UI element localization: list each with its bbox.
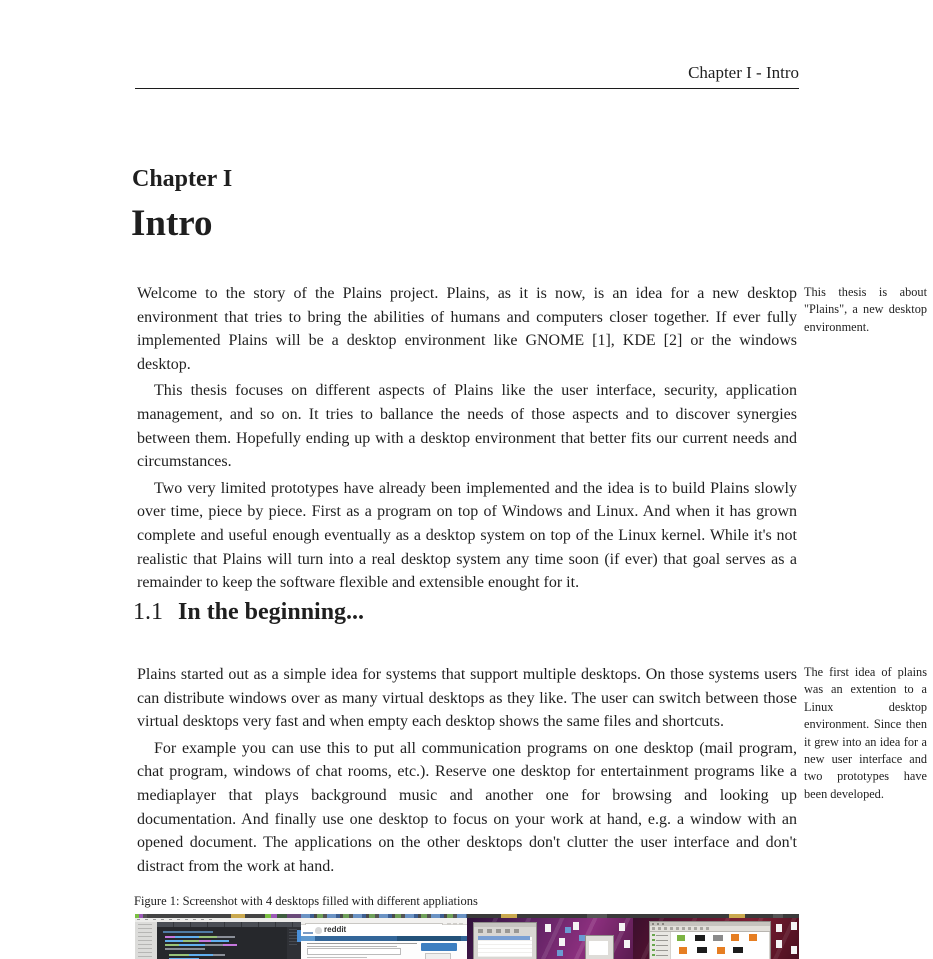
reddit-browser-desktop-thumbnail [301,914,467,959]
section-title: In the beginning... [178,599,365,625]
chapter-title: Intro [131,203,213,244]
paragraph-plains-start: Plains started out as a simple idea for systems that support multiple desktops. On those systems users can distribute windows over as many virtual desktops as they like. The user can switch between those virtual desktops very fast and when empty each desktop shows the same files and shortcuts. [137,666,797,731]
margin-note-first-idea: The first idea of plains was an extention to a Linux desktop environment. Since then it grew into an idea for a new user interface and two prototypes have been developed. [804,665,927,801]
reddit-header [301,925,467,936]
figure-desktops-screenshot [135,914,799,959]
browser-toolbar [301,918,467,925]
figure-caption: Figure 1: Screenshot with 4 desktops filled with different appliations [134,894,478,908]
reddit-alien-icon [315,927,322,934]
purple-desktop-thumbnail [467,914,633,959]
chapter-kicker: Chapter I [132,166,233,192]
maroon-desktop-thumbnail [633,914,799,959]
section-heading [133,599,364,626]
reddit-logo: reddit [324,925,347,934]
margin-note-thesis: This thesis is about "Plains", a new desktop environment. [804,285,927,334]
editor-tabbar [157,922,301,927]
body-column-beginning [137,663,797,881]
code-editor-desktop-thumbnail [135,914,301,959]
paragraph-prototypes: Two very limited prototypes have already been implemented and the idea is to build Plains slowly over time, piece by piece. First as a program on top of Windows and Linux. And when it has grown complete and useful enough eventually as a desktop system on top of the Linux kernel. While it's not realistic that Plains will turn into a real desktop system any time soon (if ever) that goal serves as a remainder to keep the software flexible and extensible enought for it. [137,479,797,592]
code-lines [159,928,285,959]
running-header: Chapter I - Intro [688,63,799,82]
text-input-box [307,948,401,955]
secondary-button [425,953,451,959]
desktop-icons [467,914,633,959]
desktop-icons [633,914,799,959]
body-column-intro [137,282,797,598]
paragraph-example-usage: For example you can use this to put all communication programs on one desktop (mail program, chat program, windows of chat rooms, etc.). Reserve one desktop for entertainment programs like a mediaplayer that plays background music and another one for browsing and looking up documentation. And finally use one desktop to focus on your work at hand, e.g. a window with an opened document. The applications on the other desktops don't clutter the user interface and don't distract from the work at hand. [137,739,797,875]
header-rule [135,88,799,89]
reddit-page-content [301,941,467,959]
section-number: 1.1 [133,599,163,625]
paragraph-welcome: Welcome to the story of the Plains project. Plains, as it is now, is an idea for a new desktop environment that tries to bring the abilities of humans and computers closer together. If ever fully implemented Plains will be a desktop environment like GNOME [1], KDE [2] or the windows desktop. [137,285,797,373]
paragraph-thesis-focus: This thesis focuses on different aspects of Plains like the user interface, security, application management, and so on. It tries to ballance the needs of those aspects and to discover synergies between them. Hopefully ending up with a desktop environment that better fits our current needs and circumstances. [137,382,797,471]
blue-submit-button [421,943,457,951]
subreddit-links [303,932,313,934]
file-tree-sidebar [135,922,157,959]
